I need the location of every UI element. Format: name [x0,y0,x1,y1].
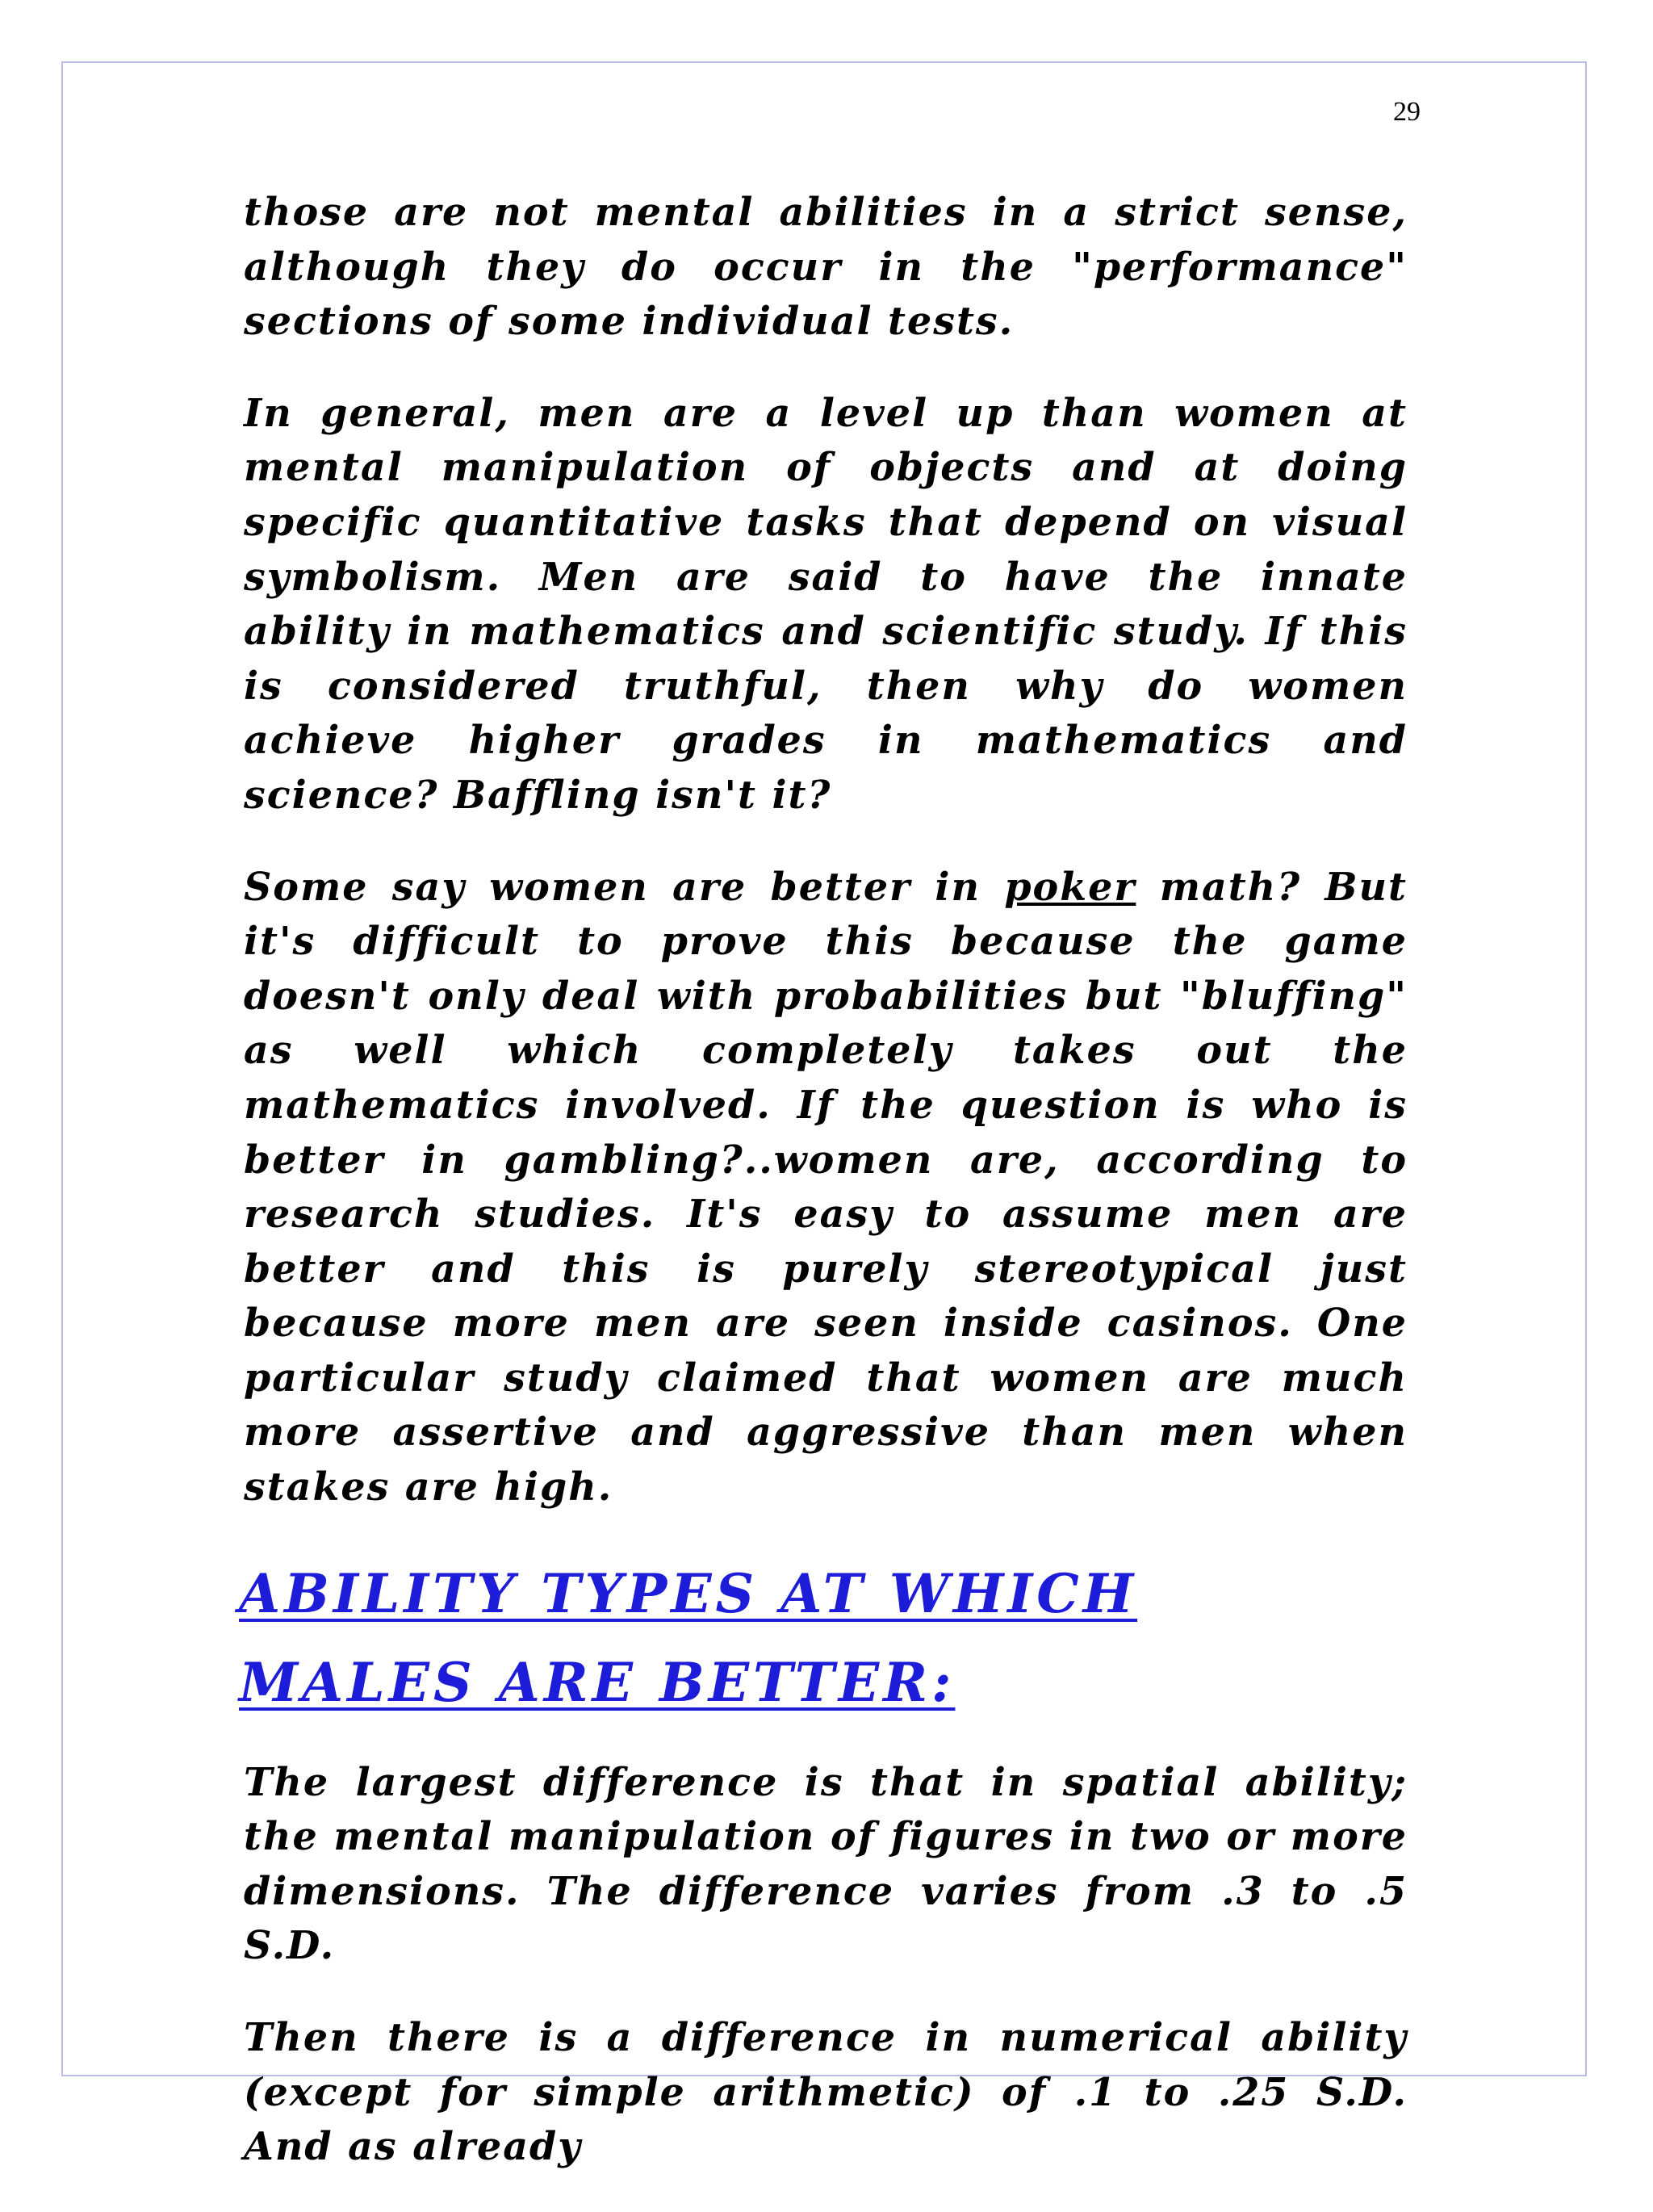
paragraph-4: The largest difference is that in spatial ability; the mental manipulation of figures in two or more dimensions. The difference varies from .3 to .5 S.D. [244,1759,1408,1969]
paragraph-5: Then there is a difference in numerical ability (except for simple arithmetic) of .1 to .25 S.D. And as already [244,2015,1408,2170]
paragraph-3 [244,861,1408,1515]
document-body [239,186,1408,2212]
paragraph-1: those are not mental abilities in a strict sense, although they do occur in the "performance" sections of some individual tests. [244,190,1408,345]
poker-link[interactable]: poker [1004,864,1136,910]
page-number: 29 [1393,97,1421,127]
paragraph-3-text-before: Some say women are better in [244,864,1005,910]
paragraph-2: In general, men are a level up than women at mental manipulation of objects and at doing specific quantitative tasks that depend on visual symbolism. Men are said to have the innate ability in mathematics and scientific study. If this is considered truthful, then why do women achieve higher grades in mathematics and science? Baffling isn't it? [244,390,1408,818]
section-heading-line-1: ABILITY TYPES AT WHICH [239,1561,1138,1625]
section-heading[interactable] [239,1549,1425,1727]
section-heading-line-2: MALES ARE BETTER: [239,1650,956,1714]
paragraph-3-text-after: math? But it's difficult to prove this because the game doesn't only deal with probabilities but "bluffing" as well which completely takes out the mathematics involved. If the question is who is better in gambling?..women are, according to research studies. It's easy to assume men are better and this is purely stereotypical just because more men are seen inside casinos. One particular study claimed that women are much more assertive and aggressive than men when stakes are high. [244,864,1408,1510]
